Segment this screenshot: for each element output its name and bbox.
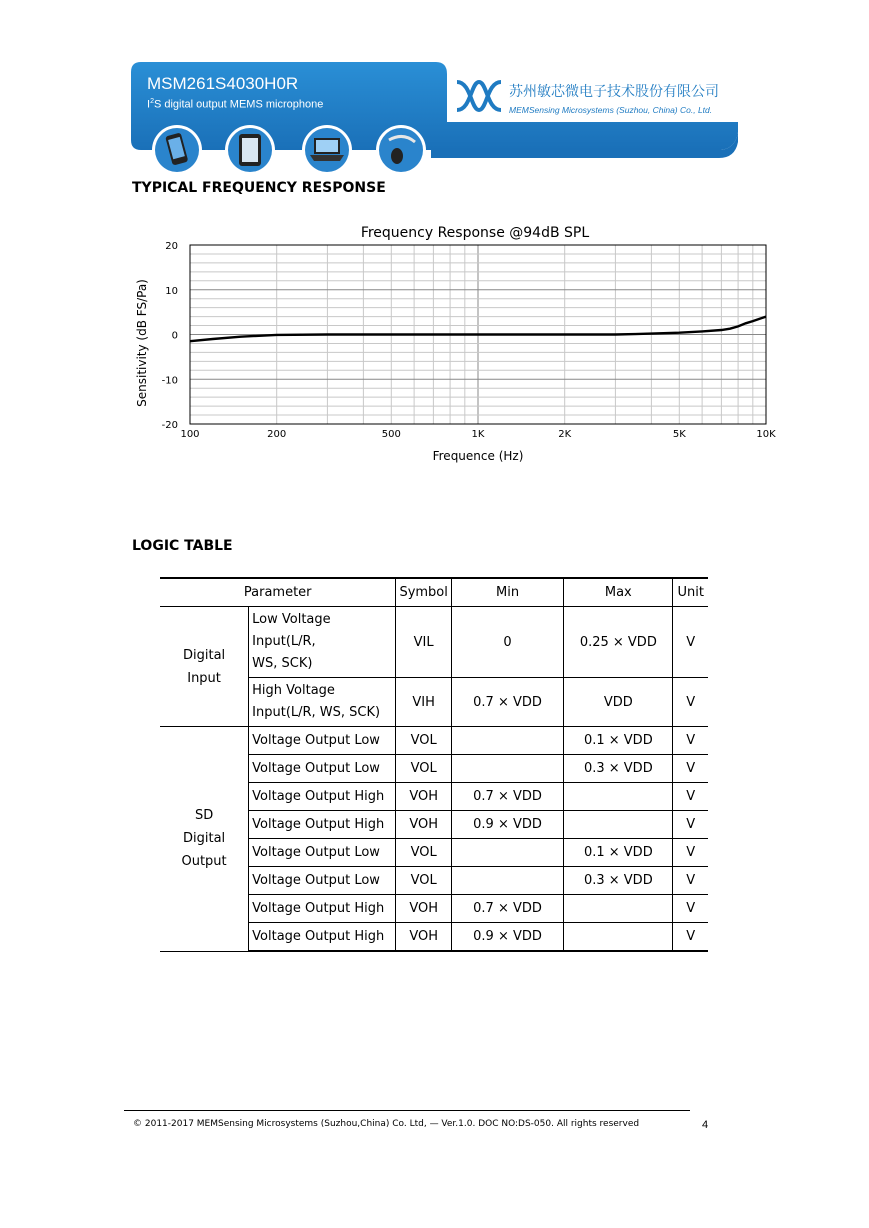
symbol-cell: VOL <box>396 839 451 867</box>
product-title: MSM261S4030H0R <box>147 74 299 93</box>
max-cell: VDD <box>564 678 673 727</box>
frequency-response-chart <box>125 218 785 468</box>
param-cell: Voltage Output High <box>249 895 396 923</box>
symbol-cell: VOH <box>396 923 451 952</box>
min-cell: 0.7 × VDD <box>451 678 563 727</box>
symbol-cell: VOL <box>396 867 451 895</box>
unit-cell: V <box>673 923 708 952</box>
unit-cell: V <box>673 811 708 839</box>
logic-table <box>160 577 708 952</box>
header-max: Max <box>564 578 673 607</box>
x-tick-label: 10K <box>756 429 776 440</box>
symbol-cell: VOH <box>396 895 451 923</box>
unit-cell: V <box>673 607 708 678</box>
symbol-cell: VOH <box>396 783 451 811</box>
y-tick-label: -10 <box>161 375 178 387</box>
min-cell <box>451 839 563 867</box>
chart-title: Frequency Response @94dB SPL <box>360 225 590 241</box>
footer-divider <box>124 1110 690 1111</box>
min-cell: 0.9 × VDD <box>451 923 563 952</box>
page-header <box>131 62 738 180</box>
param-cell: Low Voltage Input(L/R, WS, SCK) <box>249 607 396 678</box>
unit-cell: V <box>673 727 708 755</box>
company-name-en: MEMSensing Microsystems (Suzhou, China) Co., Ltd. <box>509 105 713 115</box>
x-tick-label: 200 <box>267 429 287 440</box>
param-cell: Voltage Output Low <box>249 755 396 783</box>
symbol-cell: VOL <box>396 755 451 783</box>
max-cell <box>564 811 673 839</box>
product-subtitle: $I^2S$ digital output MEMS microphone <box>147 98 324 111</box>
footer-copyright: © 2011-2017 MEMSensing Microsystems (Suzhou,China) Co. Ltd, — Ver.1.0. DOC NO:DS-050. All rights reserved <box>133 1119 640 1129</box>
group-sd-digital-output: SD Digital Output <box>160 727 249 952</box>
group-digital-input: Digital Input <box>160 607 249 727</box>
min-cell <box>451 867 563 895</box>
max-cell: 0.3 × VDD <box>564 867 673 895</box>
y-tick-label: 10 <box>165 285 178 297</box>
header-symbol: Symbol <box>396 578 451 607</box>
symbol-cell: VOH <box>396 811 451 839</box>
y-tick-label: -20 <box>161 420 178 431</box>
param-cell: Voltage Output Low <box>249 839 396 867</box>
x-tick-label: 100 <box>180 429 200 440</box>
x-tick-label: 1K <box>471 429 485 440</box>
y-axis-label: Sensitivity (dB FS/Pa) <box>135 279 149 407</box>
section-title-frequency: TYPICAL FREQUENCY RESPONSE <box>132 180 386 196</box>
unit-cell: V <box>673 895 708 923</box>
min-cell: 0 <box>451 607 563 678</box>
param-cell: Voltage Output High <box>249 783 396 811</box>
param-cell: Voltage Output High <box>249 923 396 952</box>
symbol-cell: VIL <box>396 607 451 678</box>
max-cell: 0.1 × VDD <box>564 839 673 867</box>
laptop-icon <box>301 124 353 176</box>
max-cell: 0.1 × VDD <box>564 727 673 755</box>
tick-labels <box>162 241 776 440</box>
y-tick-label: 20 <box>165 241 178 252</box>
tablet-icon <box>224 124 276 176</box>
x-tick-label: 500 <box>381 429 401 440</box>
y-tick-label: 0 <box>171 330 178 342</box>
param-cell: High Voltage Input(L/R, WS, SCK) <box>249 678 396 727</box>
unit-cell: V <box>673 755 708 783</box>
page-number: 4 <box>702 1119 709 1131</box>
min-cell: 0.7 × VDD <box>451 783 563 811</box>
unit-cell: V <box>673 867 708 895</box>
min-cell <box>451 727 563 755</box>
max-cell: 0.3 × VDD <box>564 755 673 783</box>
x-tick-label: 5K <box>672 429 686 440</box>
param-cell: Voltage Output Low <box>249 867 396 895</box>
min-cell <box>451 755 563 783</box>
table-header-row <box>160 578 708 607</box>
param-cell: Voltage Output High <box>249 811 396 839</box>
x-tick-label: 2K <box>558 429 572 440</box>
symbol-cell: VIH <box>396 678 451 727</box>
symbol-cell: VOL <box>396 727 451 755</box>
header-min: Min <box>451 578 563 607</box>
param-cell: Voltage Output Low <box>249 727 396 755</box>
min-cell: 0.7 × VDD <box>451 895 563 923</box>
table-row <box>160 607 708 678</box>
smartphone-icon <box>151 124 203 176</box>
table-row <box>160 727 708 755</box>
min-cell: 0.9 × VDD <box>451 811 563 839</box>
header-parameter: Parameter <box>160 578 396 607</box>
unit-cell: V <box>673 839 708 867</box>
company-logo-icon <box>453 76 505 116</box>
unit-cell: V <box>673 783 708 811</box>
company-name-cn: 苏州敏芯微电子技术股份有限公司 <box>509 84 719 100</box>
max-cell: 0.25 × VDD <box>564 607 673 678</box>
max-cell <box>564 895 673 923</box>
max-cell <box>564 783 673 811</box>
x-axis-label: Frequence (Hz) <box>432 449 524 463</box>
max-cell <box>564 923 673 952</box>
unit-cell: V <box>673 678 708 727</box>
section-title-logic: LOGIC TABLE <box>132 538 233 554</box>
header-unit: Unit <box>673 578 708 607</box>
headset-icon <box>375 124 427 176</box>
